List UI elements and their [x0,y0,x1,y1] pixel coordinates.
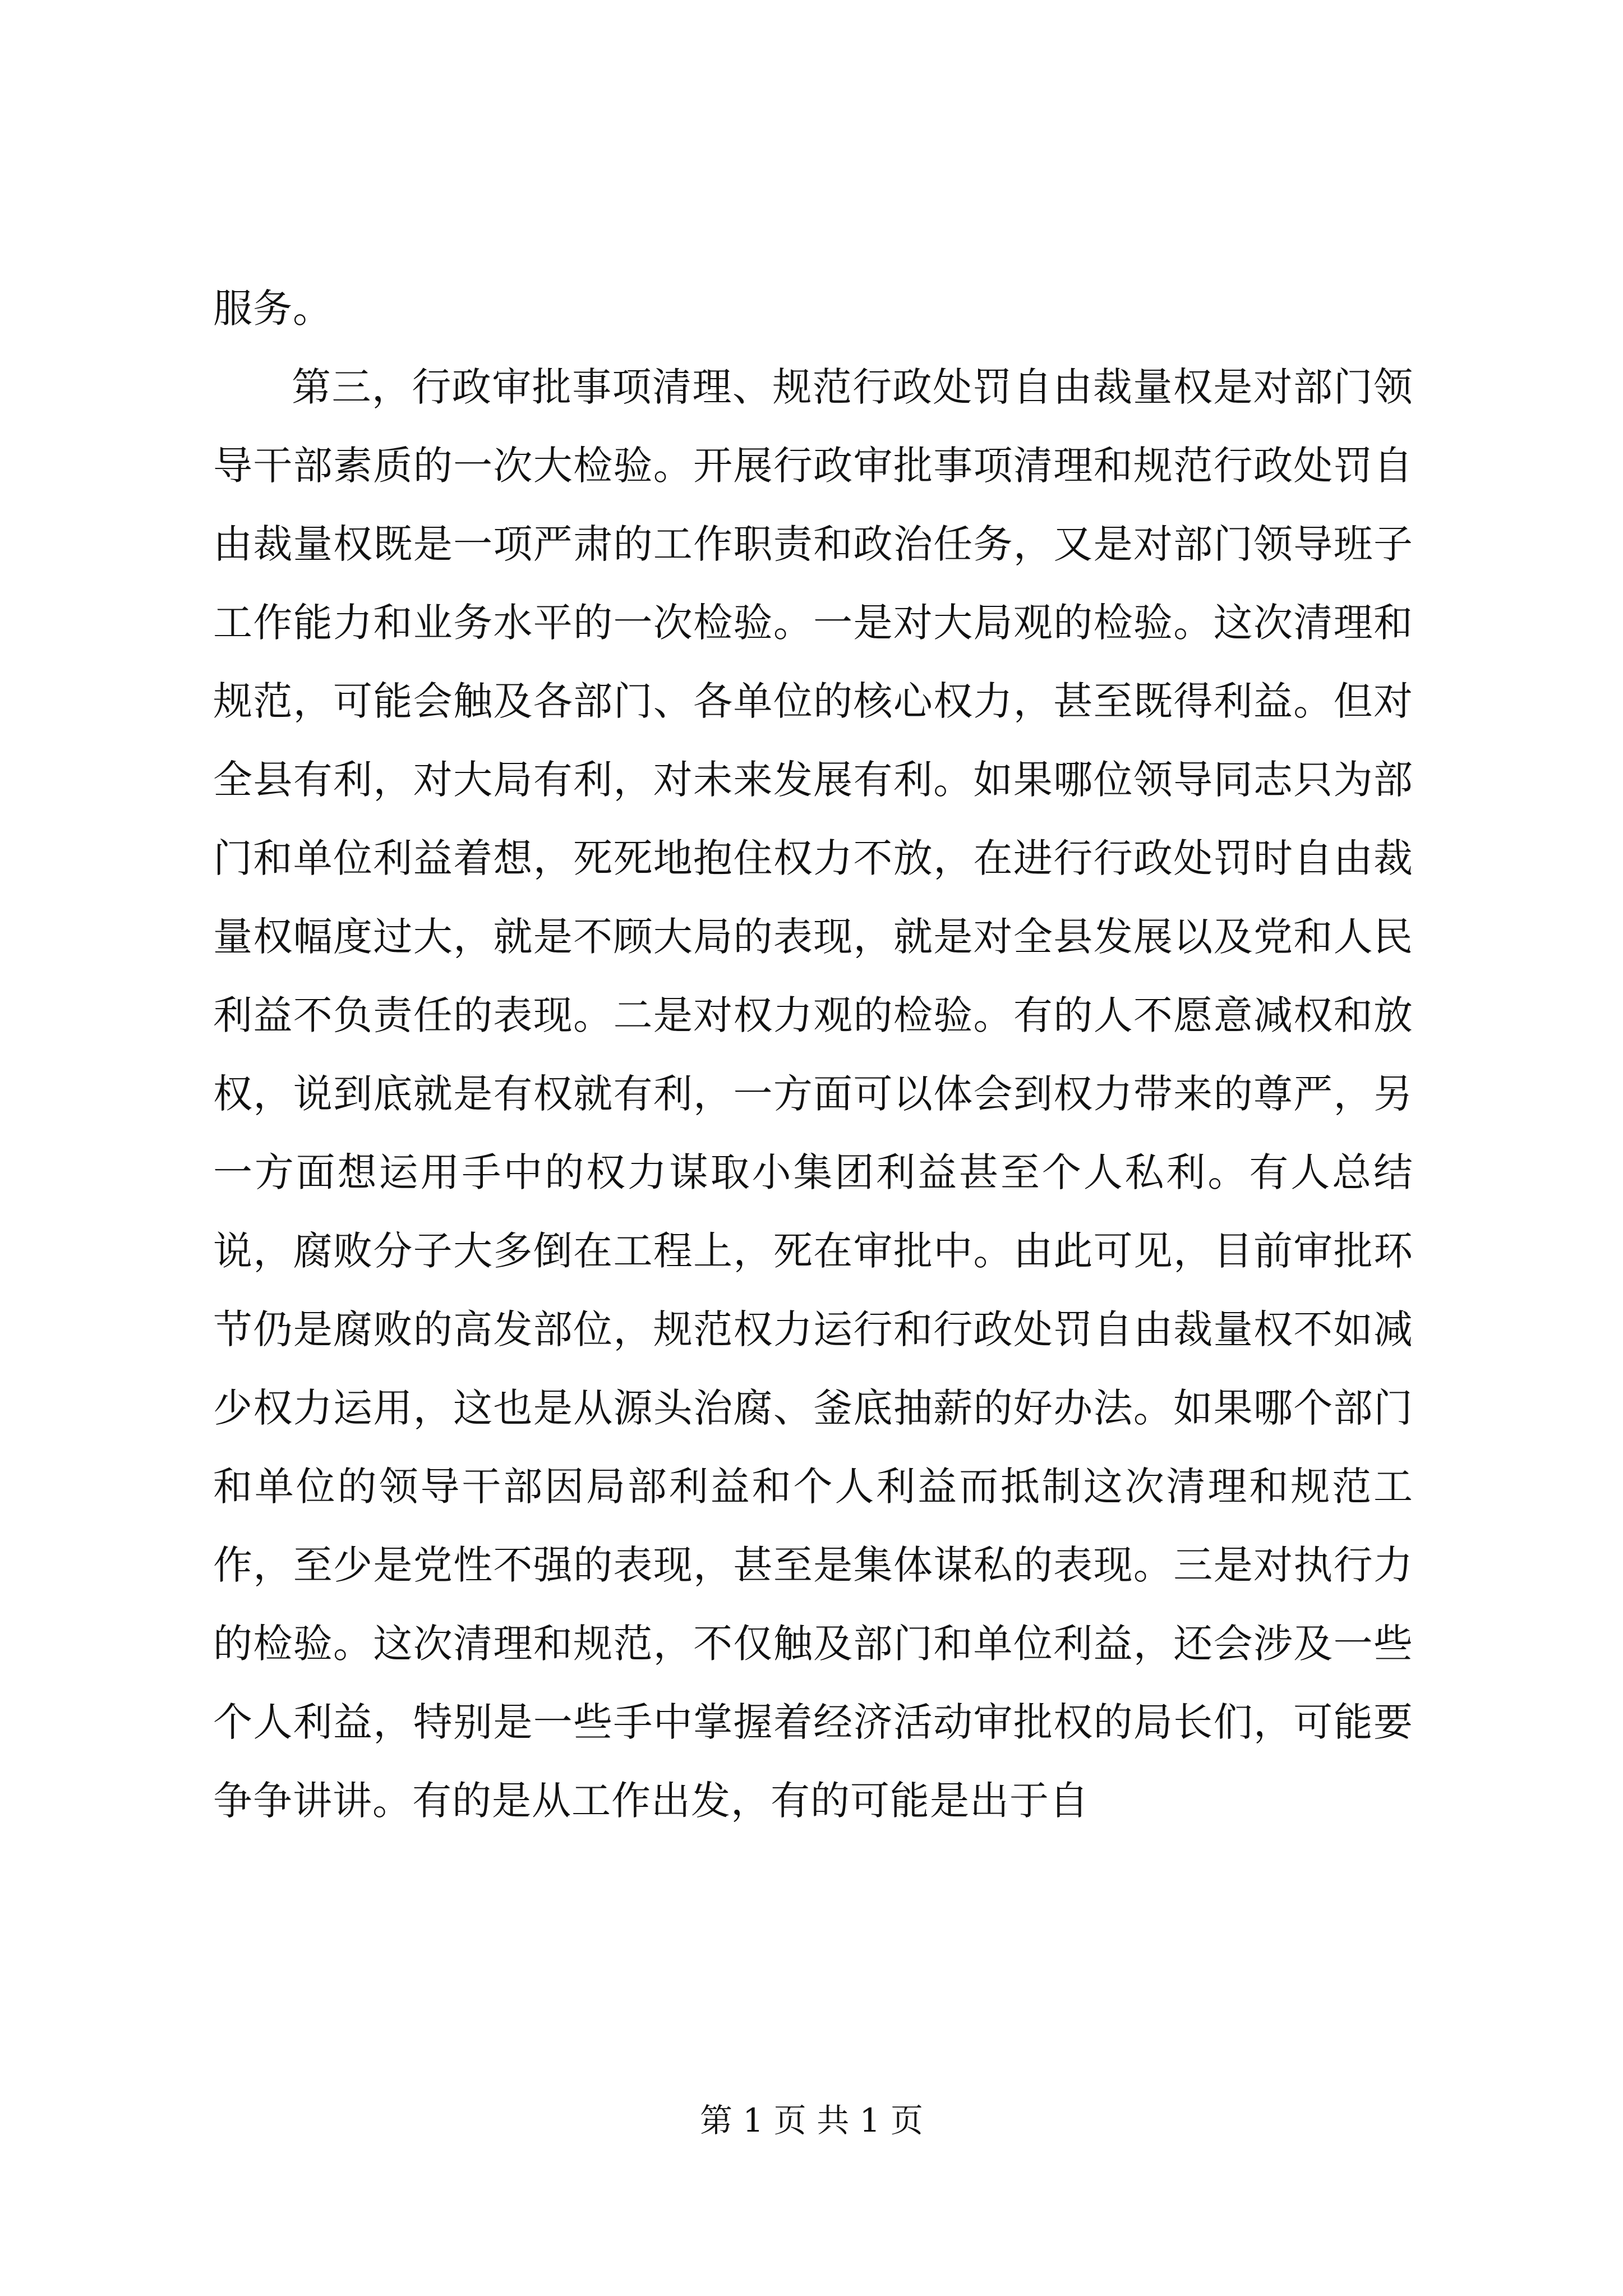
paragraph-continuation: 服务。 [213,286,333,332]
page-footer: 第 1 页 共 1 页 [700,2101,923,2139]
paragraph-third-point: 第三，行政审批事项清理、规范行政处罚自由裁量权是对部门领导干部素质的一次大检验。开展行政审批事项清理和规范行政处罚自由裁量权既是一项严肃的工作职责和政治任务，又是对部门领导班子工作能力和业务水平的一次检验。一是对大局观的检验。这次清理和规范，可能会触及各部门、各单位的核心权力，甚至既得利益。但对全县有利，对大局有利，对未来发展有利。如果哪位领导同志只为部门和单位利益着想，死死地抱住权力不放，在进行行政处罚时自由裁量权幅度过大，就是不顾大局的表现，就是对全县发展以及党和人民利益不负责任的表现。二是对权力观的检验。有的人不愿意减权和放权，说到底就是有权就有利，一方面可以体会到权力带来的尊严，另一方面想运用手中的权力谋取小集团利益甚至个人私利。有人总结说，腐败分子大多倒在工程上，死在审批中。由此可见，目前审批环节仍是腐败的高发部位，规范权力运行和行政处罚自由裁量权不如减少权力运用，这也是从源头治腐、釜底抽薪的好办法。如果哪个部门和单位的领导干部因局部利益和个人利益而抵制这次清理和规范工作，至少是党性不强的表现，甚至是集体谋私的表现。三是对执行力的检验。这次清理和规范，不仅触及部门和单位利益，还会涉及一些个人利益，特别是一些手中掌握着经济活动审批权的局长们，可能要争争讲讲。有的是从工作出发，有的可能是出于自 [213,364,1413,1824]
document-body [213,269,1413,1840]
